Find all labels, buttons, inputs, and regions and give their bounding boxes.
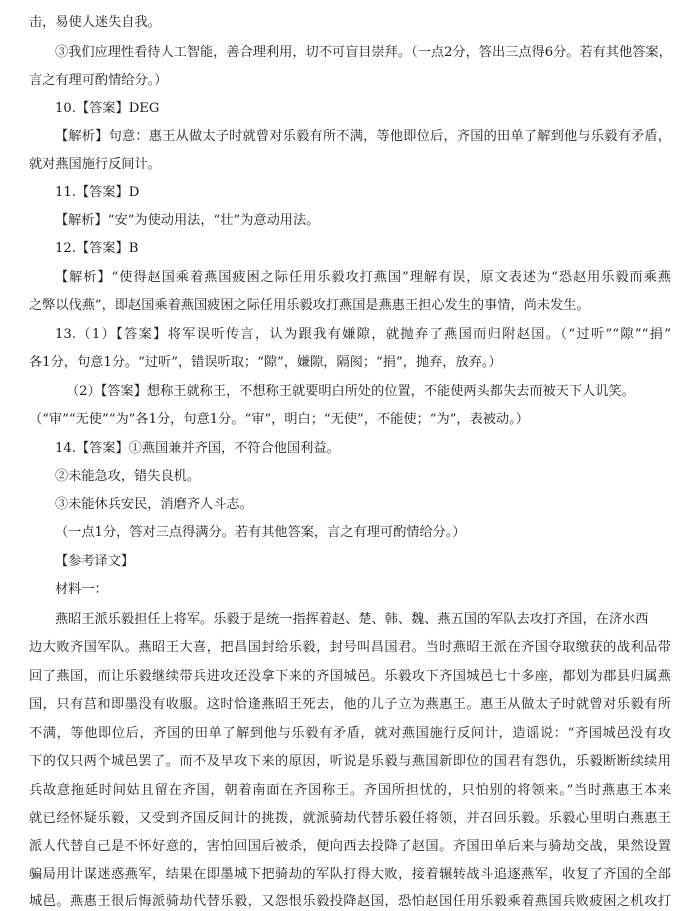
answer-label: 11.【答案】D [55,185,140,200]
analysis-line: 【解析】“安”为使动用法，“壮”为意动用法。 [55,213,320,228]
analysis-line: 【解析】句意：惠王从做太子时就曾对乐毅有所不满，等他即位后，齐国的田单了解到他与乐毅有矛盾， [55,129,671,144]
answer-text-line: 言之有理可酌情给分。） [29,73,168,88]
translation-heading: 【参考译文】 [55,554,135,569]
translation-line: 就已经怀疑乐毅，又受到齐国反间计的挑拨，就派骑劫代替乐毅任将领，并召回乐毅。乐毅心里明白燕惠王 [29,811,671,826]
translation-line: 国，只有莒和即墨没有收服。这时恰逢燕昭王死去，他的儿子立为燕惠王。惠王从做太子时就曾对乐毅有所 [29,697,671,712]
answer-line: （一点1分，答对三点得满分。若有其他答案，言之有理可酌情给分。） [55,525,466,540]
answer-line: 14.【答案】①燕国兼并齐国，不符合他国利益。 [55,441,340,456]
answer-line: 13.（1）【答案】将军误听传言，认为跟我有嫌隙，就抛弃了燕国而归附赵国。（“过听”“隙”“捐” [55,327,671,342]
answer-line: 各1分，句意1分。“过听”，错误听取；“隙”，嫌隙，隔阂；“捐”，抛弃，放弃。） [29,355,502,370]
answer-label: 12.【答案】B [55,241,139,256]
translation-line: 派人代替自己是不怀好意的，害怕回国后被杀，便向西去投降了赵国。齐国田单后来与骑劫交战，果然设置 [29,839,671,854]
answer-text-line: ③我们应理性看待人工智能，善合理利用，切不可盲目崇拜。（一点2分，答出三点得6分。若有其他答案， [55,45,672,60]
answer-line: ②未能急攻，错失良机。 [55,469,201,484]
translation-line: 燕昭王派乐毅担任上将军。乐毅于是统一指挥着赵、楚、韩、魏、燕五国的军队去攻打齐国，在济水西 [55,612,649,627]
analysis-line: 之弊以伐燕”，即赵国乘着燕国疲困之际任用乐毅攻打燕国是燕惠王担心发生的事情，尚未发生。 [29,298,590,313]
answer-line: ③未能休兵安民，消磨齐人斗志。 [55,497,253,512]
translation-line: 不满，等他即位后，齐国的田单了解到他与乐毅有矛盾，就对燕国施行反间计，造谣说：“齐国城邑没有攻 [29,726,671,741]
translation-line: 边大败齐国军队。燕昭王大喜，把昌国封给乐毅，封号叫昌国君。当时燕昭王派在齐国夺取缴获的战利品带 [29,640,671,655]
answer-label: 10.【答案】DEG [55,101,160,116]
answer-line: （2）【答案】想称王就称王，不想称王就要明白所处的位置，不能使两头都失去而被天下人讥笑。 [66,384,635,399]
answer-line: （“审”“无使”“为”各1分，句意1分。“审”，明白；“无使”，不能使；“为”，表被动。） [29,412,529,427]
analysis-line: 就对燕国施行反间计。 [29,157,161,172]
translation-line: 城邑。燕惠王很后悔派骑劫代替乐毅，又怨恨乐毅投降赵国，恐怕赵国任用乐毅乘着燕国兵败疲困之机攻打 [29,894,671,909]
answer-text-line: 击，易使人迷失自我。 [29,15,161,30]
translation-line: 兵故意拖延时间姑且留在齐国，朝着南面在齐国称王。齐国所担忧的，只怕别的将领来。”当时燕惠王本来 [29,783,671,798]
material-label: 材料一： [55,582,108,597]
translation-line: 回了燕国，而让乐毅继续带兵进攻还没拿下来的齐国城邑。乐毅攻下齐国城邑七十多座，都划为郡县归属燕 [29,669,671,684]
translation-line: 下的仅只两个城邑罢了。而不及早攻下来的原因，听说是乐毅与燕国新即位的国君有怨仇，乐毅断断续续用 [29,754,671,769]
translation-line: 骗局用计谋迷惑燕军，结果在即墨城下把骑劫的军队打得大败，接着辗转战斗追逐燕军，收复了齐国的全部 [29,867,671,882]
analysis-line: 【解析】“使得赵国乘着燕国疲困之际任用乐毅攻打燕国”理解有误，原文表述为“恐赵用乐毅而乘燕 [55,270,671,285]
